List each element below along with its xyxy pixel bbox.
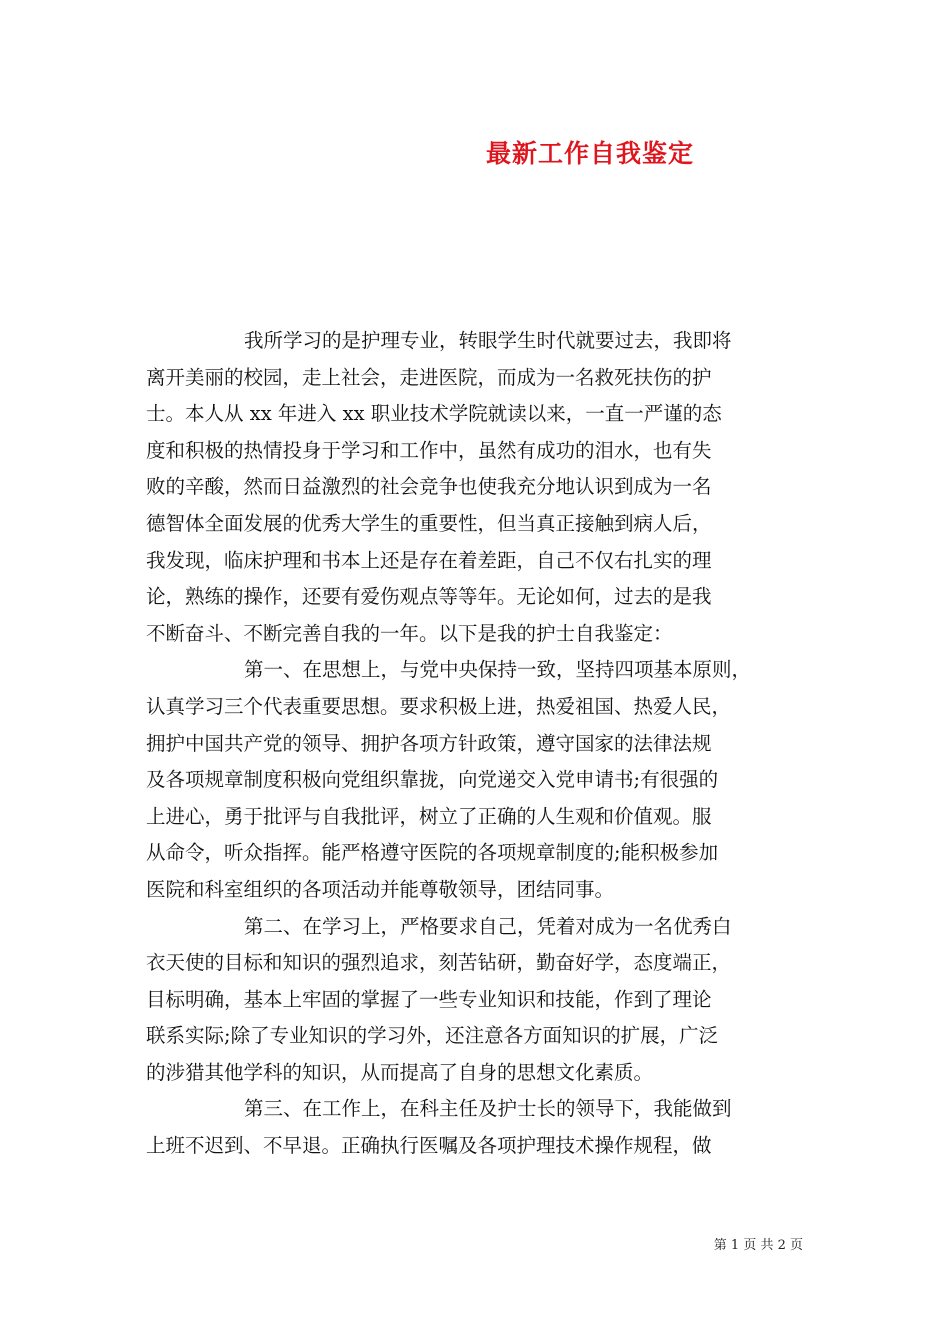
text-line: 德智体全面发展的优秀大学生的重要性，但当真正接触到病人后， [146,511,712,535]
text-line: 上班不迟到、不早退。正确执行医嘱及各项护理技术操作规程，做 [146,1134,712,1158]
text-line: 第三、在工作上，在科主任及护士长的领导下，我能做到 [244,1097,732,1121]
text-line: 度和积极的热情投身于学习和工作中，虽然有成功的泪水，也有失 [146,438,712,462]
text-line: 第一、在思想上，与党中央保持一致，坚持四项基本原则， [244,658,752,682]
text-line: 拥护中国共产党的领导、拥护各项方针政策，遵守国家的法律法规 [146,731,712,755]
text-line: 认真学习三个代表重要思想。要求积极上进，热爱祖国、热爱人民， [146,694,732,718]
text-line: 联系实际;除了专业知识的学习外，还注意各方面知识的扩展，广泛 [146,1024,719,1048]
text-line: 上进心，勇于批评与自我批评，树立了正确的人生观和价值观。服 [146,804,712,828]
text-line: 败的辛酸，然而日益激烈的社会竞争也使我充分地认识到成为一名 [146,475,712,499]
text-line: 不断奋斗、不断完善自我的一年。以下是我的护士自我鉴定： [146,621,673,645]
text-line: 士。本人从 xx 年进入 xx 职业技术学院就读以来，一直一严谨的态 [146,402,722,426]
document-body [146,323,806,1165]
text-line: 我所学习的是护理专业，转眼学生时代就要过去，我即将 [244,329,732,352]
text-line: 目标明确，基本上牢固的掌握了一些专业知识和技能，作到了理论 [146,987,712,1011]
text-line: 第二、在学习上，严格要求自己，凭着对成为一名优秀白 [244,914,732,938]
text-line: 我发现，临床护理和书本上还是存在着差距，自己不仅右扎实的理 [146,548,712,572]
document-title: 最新工作自我鉴定 [485,139,694,168]
text-line: 离开美丽的校园，走上社会，走进医院，而成为一名救死扶伤的护 [146,365,712,389]
text-line: 从命令，听众指挥。能严格遵守医院的各项规章制度的;能积极参加 [146,841,719,865]
text-line: 及各项规章制度积极向党组织靠拢，向党递交入党申请书;有很强的 [146,768,719,792]
text-line: 医院和科室组织的各项活动并能尊敬领导，团结同事。 [146,877,615,901]
page-footer: 第 1 页 共 2 页 [713,1238,803,1253]
text-line: 衣天使的目标和知识的强烈追求，刻苦钻研，勤奋好学，态度端正， [146,951,732,975]
text-line: 论，熟练的操作，还要有爱伤观点等等年。无论如何，过去的是我 [146,585,712,609]
text-line: 的涉猎其他学科的知识，从而提高了自身的思想文化素质。 [146,1060,654,1084]
